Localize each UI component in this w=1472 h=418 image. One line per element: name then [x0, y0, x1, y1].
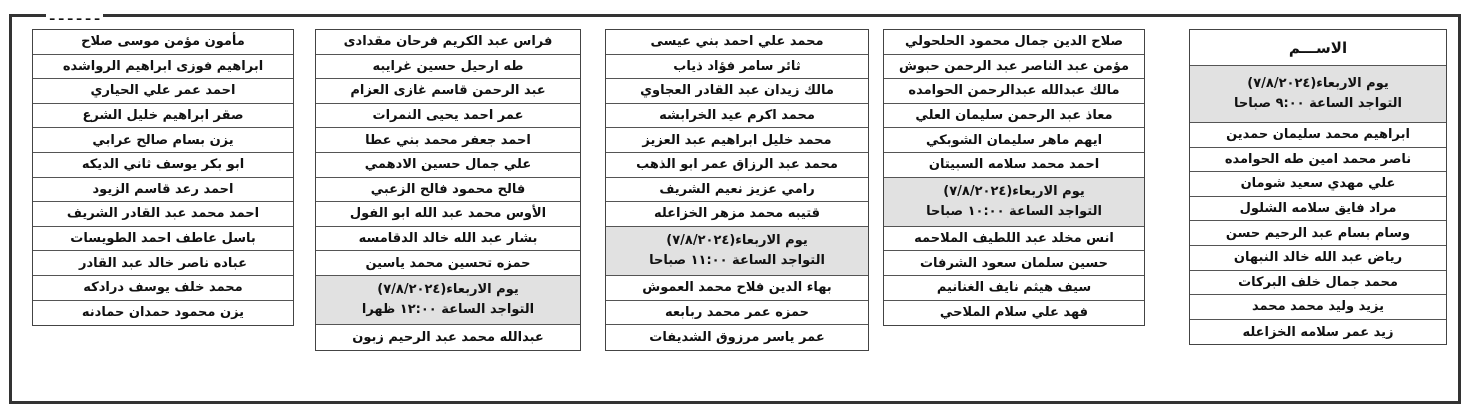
- name-row: بهاء الدين فلاح محمد العموش: [606, 276, 868, 301]
- name-row: سيف هيثم نايف الغنانيم: [884, 276, 1144, 301]
- name-row: احمد عمر علي الحياري: [33, 79, 293, 104]
- top-note: ـ ـ ـ ـ ـ ـ: [46, 11, 103, 23]
- name-row: ناصر محمد امين طه الحوامده: [1190, 148, 1446, 173]
- name-row: مؤمن عبد الناصر عبد الرحمن حبوش: [884, 55, 1144, 80]
- name-column-1: [1189, 29, 1447, 345]
- name-column-5: [32, 29, 294, 326]
- name-row: طه ارحيل حسين غرايبه: [316, 55, 580, 80]
- name-row: مراد فايق سلامه الشلول: [1190, 197, 1446, 222]
- name-column-3: [605, 29, 869, 351]
- name-row: عمر ياسر مرزوق الشديفات: [649, 329, 825, 345]
- schedule-date: يوم الاربعاء(٧/٨/٢٠٢٤): [1247, 76, 1389, 91]
- schedule-slot: [316, 276, 580, 325]
- name-row: محمد عبد الرزاق عمر ابو الذهب: [606, 153, 868, 178]
- name-row: رامي عزيز نعيم الشريف: [606, 178, 868, 203]
- name-row: عبدالله محمد عبد الرحيم زبون: [352, 329, 544, 345]
- name-row: مأمون مؤمن موسى صلاح: [33, 30, 293, 55]
- name-row: مالك عبدالله عبدالرحمن الحوامده: [884, 79, 1144, 104]
- schedule-time: التواجد الساعة ١١:٠٠ صباحا: [649, 252, 825, 268]
- name-row: ابراهيم فوزى ابراهيم الرواشده: [33, 55, 293, 80]
- schedule-frame: [9, 9, 1461, 404]
- name-header: الاســـم: [1190, 30, 1446, 66]
- name-column-4: [315, 29, 581, 351]
- name-row: يزن بسام صالح عرابي: [33, 128, 293, 153]
- name-row: احمد رعد قاسم الزيود: [33, 178, 293, 203]
- name-row: حمزه عمر محمد ربابعه: [606, 301, 868, 326]
- name-row: مالك زيدان عبد القادر العجاوي: [606, 79, 868, 104]
- name-row: علي مهدي سعيد شومان: [1190, 172, 1446, 197]
- name-row: وسام بسام عبد الرحيم حسن: [1190, 221, 1446, 246]
- name-row: زيد عمر سلامه الخزاعله: [1242, 324, 1394, 340]
- name-row: انس مخلد عبد اللطيف الملاحمه: [884, 227, 1144, 252]
- name-row: عبد الرحمن قاسم غازى العزام: [316, 79, 580, 104]
- name-row: محمد خلف يوسف درادكه: [33, 276, 293, 301]
- schedule-time: التواجد الساعة ٩:٠٠ صباحا: [1234, 96, 1402, 111]
- name-row: احمد جعفر محمد بني عطا: [316, 128, 580, 153]
- schedule-date: يوم الاربعاء(٧/٨/٢٠٢٤): [666, 232, 808, 248]
- name-row: احمد محمد عبد القادر الشريف: [33, 202, 293, 227]
- name-row: صلاح الدين جمال محمود الحلحولي: [884, 30, 1144, 55]
- name-row: علي جمال حسين الادهمي: [316, 153, 580, 178]
- name-row: فراس عبد الكريم فرحان مقدادى: [316, 30, 580, 55]
- schedule-slot: [1190, 66, 1446, 123]
- schedule-slot: [606, 227, 868, 276]
- name-row: ايهم ماهر سليمان الشوبكي: [884, 128, 1144, 153]
- name-row: فهد علي سلام الملاحي: [939, 305, 1089, 321]
- name-row: عباده ناصر خالد عبد القادر: [33, 251, 293, 276]
- name-row: الأوس محمد عبد الله ابو الفول: [316, 202, 580, 227]
- name-row: ثائر سامر فؤاد ذياب: [606, 55, 868, 80]
- name-row: صقر ابراهيم خليل الشرع: [33, 104, 293, 129]
- name-row: بشار عبد الله خالد الدقامسه: [316, 227, 580, 252]
- name-row: ابراهيم محمد سليمان حمدين: [1190, 123, 1446, 148]
- name-row: حسين سلمان سعود الشرفات: [884, 251, 1144, 276]
- name-row: قتيبه محمد مزهر الخزاعله: [606, 202, 868, 227]
- name-row: احمد محمد سلامه السبيتان: [884, 153, 1144, 178]
- schedule-time: التواجد الساعة ١٢:٠٠ ظهرا: [361, 302, 535, 318]
- name-row: يزيد وليد محمد محمد: [1190, 295, 1446, 320]
- name-row: محمد خليل ابراهيم عبد العزيز: [606, 128, 868, 153]
- name-column-2: [883, 29, 1145, 326]
- name-row: محمد جمال خلف البركات: [1190, 271, 1446, 296]
- name-row: باسل عاطف احمد الطويسات: [33, 227, 293, 252]
- name-row: حمزه تحسين محمد ياسين: [316, 251, 580, 276]
- name-row: محمد اكرم عيد الخرابشه: [606, 104, 868, 129]
- name-row: ابو بكر يوسف ثاني الديكه: [33, 153, 293, 178]
- name-row: عمر احمد يحيى النمرات: [316, 104, 580, 129]
- name-row: يزن محمود حمدان حمادنه: [81, 305, 245, 321]
- schedule-time: التواجد الساعة ١٠:٠٠ صباحا: [926, 203, 1102, 219]
- name-row: معاذ عبد الرحمن سليمان العلي: [884, 104, 1144, 129]
- schedule-date: يوم الاربعاء(٧/٨/٢٠٢٤): [377, 282, 519, 298]
- schedule-slot: [884, 178, 1144, 227]
- schedule-date: يوم الاربعاء(٧/٨/٢٠٢٤): [943, 183, 1085, 199]
- name-row: رياض عبد الله خالد النبهان: [1190, 246, 1446, 271]
- name-row: محمد علي احمد بني عيسى: [606, 30, 868, 55]
- name-row: فالح محمود فالح الزعبي: [316, 178, 580, 203]
